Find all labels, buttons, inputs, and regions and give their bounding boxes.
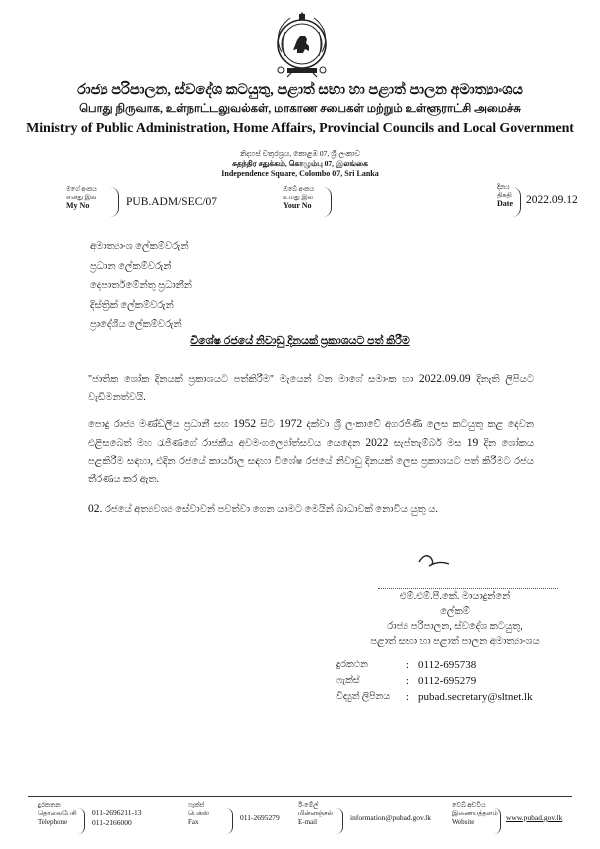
my-no-label: මගේ අංකය எனது இல My No — [66, 186, 97, 210]
signatory-name: එම්.එම්.පී.කේ. මායාදුන්නේ — [399, 591, 511, 602]
footer-telephone-values: 011-2696211-13 011-2166000 — [92, 808, 142, 827]
ministry-name-tamil: பொது நிருவாக, உள்நாட்டலுவல்கள், மாகாண சபைகள் மற்றும் உள்ளூராட்சி அமைச்சு — [79, 103, 521, 115]
date-label: දිනය திகதி Date — [497, 184, 513, 208]
footer-email-value[interactable]: information@pubad.gov.lk — [350, 813, 431, 822]
contact-row-telephone: දුරකථන : 0112-695738 — [336, 659, 477, 671]
recipient-item: ප්‍රාදේශීය ලේකම්වරුන් — [90, 319, 182, 330]
footer-telephone-label: දුරකතන தொலைபேசி Telephone — [38, 802, 77, 826]
signatory-title: ලේකම් — [440, 606, 470, 617]
my-no-bracket — [110, 187, 119, 217]
letter-subject: විශේෂ රජයේ නිවාඩු දිනයක් ප්‍රකාශයට පත් කිරීම — [190, 335, 410, 347]
signature-mark-icon — [415, 548, 475, 576]
recipient-item: අමාත්‍යාංශ ලේකම්වරුන් — [90, 241, 189, 252]
your-no-label: ඔබේ අංකය உமது இல Your No — [283, 186, 315, 210]
footer-website-label: වෙබ් අඩවිය இணையத்தளம் Website — [452, 802, 498, 826]
footer-website-bracket — [494, 808, 501, 834]
footer-fax-label: ෆැක්ස් பெக்ஸ் Fax — [188, 802, 210, 826]
footer-email-label: ඊ-මේල් மின்னஞ்சல் E-mail — [298, 802, 333, 826]
recipient-item: දෙපාර්තමේන්තු ප්‍රධානීන් — [90, 280, 192, 291]
your-no-bracket — [323, 187, 332, 217]
contact-details — [336, 657, 533, 705]
recipient-item: දිස්ත්‍රික් ලේකම්වරුන් — [90, 299, 174, 311]
footer-fax-bracket — [226, 808, 233, 834]
recipient-item: ප්‍රධාන ලේකම්වරුන් — [90, 260, 172, 272]
signatory-org-line-2: පළාත් සභා හා පළාත් පාලන අමාත්‍යාංශය — [370, 636, 540, 647]
footer-email-bracket — [336, 808, 343, 834]
ministry-name-sinhala: රාජ්‍ය පරිපාලන, ස්වදේශ කටයුතු, පළාත් සභා හා පළාත් පාලන අමාත්‍යාංශය — [77, 82, 523, 98]
body-paragraph-3: 02. රජයේ අත්‍යවශ්‍ය සේවාවන් පවත්වා ගෙන යාමට මෙයින් බාධාවක් නොවිය යුතු ය. — [88, 503, 438, 515]
contact-row-email: විද්‍යුත් ලිපිනය : pubad.secretary@sltnet.lk — [336, 691, 533, 703]
date-bracket — [512, 187, 521, 217]
date-value: 2022.09.12 — [526, 194, 578, 206]
body-paragraph-2: පොදු රාජ්‍ය මණ්ඩලීය ප්‍රධානී සහ 1952 සිට 1972 දක්වා ශ්‍රී ලංකාවේ අගරජිණි ලෙස කටයුතු කළ දෙවන එළිසබෙත් මහ රැජිණගේ රාජකීය අවමංගල්‍යෝත්සවය යෙදෙන 2022 සැප්තැම්බර් මස 19 දින ශෝකය පළකිරීම සඳහා, එදින රජයේ කාර්යාල සඳහා විශේෂ රජයේ නිවාඩු දිනයක් ලෙස ප්‍රකාශයට පත් කිරීමට රජය තීරණය කර ඇත. — [88, 418, 535, 485]
footer-website-link[interactable]: www.pubad.gov.lk — [506, 813, 563, 822]
sri-lanka-emblem-icon — [273, 12, 331, 78]
address-english: Independence Square, Colombo 07, Sri Lanka — [221, 169, 379, 178]
footer-fax-value: 011-2695279 — [240, 813, 280, 822]
ministry-name-english: Ministry of Public Administration, Home Affairs, Provincial Councils and Local Government — [26, 121, 574, 136]
my-no-value: PUB.ADM/SEC/07 — [126, 196, 218, 208]
recipient-list — [90, 237, 192, 335]
footer-divider — [28, 796, 572, 797]
body-paragraph-1: "ජාතික ශෝක දිනයක් ප්‍රකාශයට පත්කිරීම" මැයෙන් වන මාගේ සමාංක හා 2022.09.09 දිනැති ලිපියට වැඩිමනත්වයි. — [88, 373, 535, 403]
address-sinhala: නිදහස් චතුරශ්‍රය, කොළඹ 07, ශ්‍රී ලංකාව — [240, 149, 360, 158]
signatory-org-line-1: රාජ්‍ය පරිපාලන, ස්වදේශ කටයුතු, — [387, 621, 523, 632]
footer-telephone-bracket — [78, 808, 85, 834]
address-tamil: சுதந்திர சதுக்கம், கொழும்பு 07, இலங்கை — [232, 159, 368, 168]
contact-row-fax: ෆැක්ස් : 0112-695279 — [336, 675, 477, 687]
